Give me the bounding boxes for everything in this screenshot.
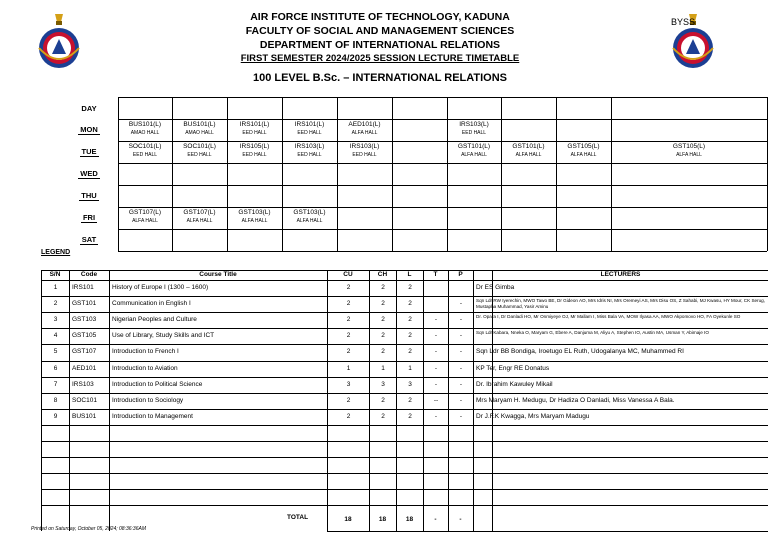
- course-table-column-line: [327, 270, 328, 531]
- day-name: SAT: [81, 235, 97, 244]
- course-cell-title: Introduction to French I: [112, 348, 179, 356]
- course-table-column-line: [109, 270, 110, 531]
- course-cell-cu: 3: [346, 380, 351, 388]
- course-cell-ch: 2: [381, 284, 385, 291]
- course-cell-lecturers: Sqn Ldr BB Bondiga, Iroetugo EL Ruth, Udogalanya MC, Muhammed RI: [476, 348, 684, 356]
- faculty-title: FACULTY OF SOCIAL AND MANAGEMENT SCIENCES: [245, 25, 515, 37]
- slot-hall: ALFA HALL: [241, 218, 268, 224]
- column-header-lecturers: LECTURERS: [600, 271, 641, 278]
- slot-course-code: GST105(L): [672, 143, 706, 150]
- course-cell-title: Nigerian Peoples and Culture: [112, 316, 197, 324]
- course-cell-ch: 1: [381, 364, 385, 372]
- course-table-row-line: [41, 489, 768, 490]
- course-cell-sn: 1: [53, 284, 58, 291]
- course-table-row-line: [41, 296, 768, 297]
- department-title: DEPARTMENT OF INTERNATIONAL RELATIONS: [259, 39, 501, 51]
- course-table-row-line: [327, 531, 768, 532]
- course-cell-ch: 2: [381, 396, 385, 404]
- slot-hall: EED HALL: [132, 152, 158, 158]
- slot-course-code: GST103(L): [293, 209, 326, 216]
- slot-course-code: BUS101(L): [128, 121, 162, 128]
- course-cell-p: -: [459, 332, 463, 340]
- course-cell-code: GST107: [72, 348, 97, 356]
- day-label-tue: [60, 141, 118, 163]
- course-cell-l: 2: [408, 300, 412, 308]
- course-cell-ch: 2: [381, 332, 385, 340]
- timetable-slot: [337, 141, 392, 163]
- slot-course-code: IRS101(L): [294, 121, 325, 128]
- course-cell-lecturers: Dr. Opara I, Dr Danladi HO, Mr Onmiyeye OJ, Mr Mallam I, Miss Bala VA, MOW Ilyasa AA, MWO Akpomovo HO, FA Oyekunle SO: [476, 314, 741, 320]
- course-cell-p: -: [459, 380, 463, 388]
- course-cell-l: 2: [408, 348, 412, 356]
- slot-course-code: GST103(L): [238, 209, 271, 216]
- afit-crest-left-logo: [33, 12, 85, 72]
- timetable-slot: [282, 207, 337, 229]
- course-table-column-line: [41, 270, 42, 531]
- timetable-slot: [227, 207, 282, 229]
- slot-hall: EED HALL: [461, 130, 487, 136]
- day-label-wed: [60, 163, 118, 185]
- course-cell-t: --: [433, 396, 439, 404]
- total-p: -: [459, 516, 462, 524]
- course-table-column-line: [69, 270, 70, 531]
- timetable-slot: [118, 119, 172, 141]
- course-table-row-line: [41, 361, 768, 362]
- course-cell-sn: 2: [53, 300, 58, 308]
- course-cell-code: SOC101: [72, 396, 97, 404]
- column-header-l: L: [407, 271, 412, 278]
- slot-course-code: GST107(L): [128, 209, 162, 216]
- timetable-slot: [337, 119, 392, 141]
- course-cell-cu: 2: [346, 316, 351, 324]
- slot-course-code: SOC101(L): [128, 143, 162, 150]
- course-cell-code: IRS101: [72, 284, 94, 291]
- course-table-row-line: [41, 457, 768, 458]
- course-table-column-line: [396, 270, 397, 531]
- course-cell-p: -: [459, 348, 463, 356]
- course-cell-code: BUS101: [72, 412, 97, 420]
- course-cell-lecturers: Dr ES Gimba: [476, 284, 515, 291]
- course-cell-lecturers: Mrs Maryam H. Medugu, Dr Hadiza O Danladi, Miss Vanessa A Bala.: [476, 396, 675, 404]
- slot-hall: ALFA HALL: [186, 218, 213, 224]
- slot-hall: ALFA HALL: [676, 152, 702, 158]
- course-cell-title: History of Europe I (1300 – 1600): [112, 284, 209, 291]
- printed-on-footer: Printed on Saturday, October 05, 2024; 08:36:36AM: [31, 526, 146, 532]
- course-table-row-line: [41, 505, 768, 506]
- course-cell-l: 2: [408, 396, 412, 404]
- slot-course-code: IRS103(L): [294, 143, 325, 150]
- timetable-slot: [227, 141, 282, 163]
- column-header-sn: S/N: [49, 271, 61, 278]
- timetable-slot: [172, 141, 227, 163]
- timetable-column-line: [501, 97, 502, 251]
- column-header-title: Course Title: [199, 271, 237, 278]
- course-cell-lecturers: Sqn Ldr Kabara, Nneka O, Maryam G, Ebere A, Danjuma M, Aliyu A, Stephen IO, Austin MA, Usman Y, Abimaje IO: [476, 330, 709, 336]
- course-table-row-line: [41, 312, 768, 313]
- course-cell-lecturers: Dr J.F.K Kwagga, Mrs Maryam Madugu: [476, 412, 590, 420]
- course-cell-p: -: [459, 396, 463, 404]
- course-cell-cu: 2: [346, 300, 351, 308]
- day-name: WED: [80, 169, 98, 178]
- legend-label: LEGEND: [41, 249, 71, 256]
- slot-course-code: AED101(L): [348, 121, 381, 128]
- course-cell-ch: 2: [381, 348, 385, 356]
- course-table-column-line: [423, 270, 424, 531]
- day-header-label: DAY: [81, 103, 97, 113]
- course-cell-p: -: [459, 316, 463, 324]
- course-cell-sn: 3: [53, 316, 58, 324]
- course-cell-title: Introduction to Political Science: [112, 380, 203, 388]
- total-t: -: [434, 516, 437, 524]
- slot-hall: AMAO HALL: [130, 130, 160, 136]
- programme-title: 100 LEVEL B.Sc. – INTERNATIONAL RELATIONS: [252, 72, 508, 84]
- total-cu: 18: [344, 516, 352, 524]
- course-cell-t: -: [434, 316, 438, 324]
- course-cell-lecturers: KP Ter, Engr RE Donatus: [476, 364, 550, 372]
- timetable-slot: [447, 119, 501, 141]
- slot-course-code: GST101(L): [457, 143, 491, 150]
- course-cell-l: 2: [408, 284, 412, 291]
- course-cell-lecturers: Dr. Ibrahim Kawuley Mikail: [476, 380, 553, 388]
- course-cell-l: 2: [408, 332, 412, 340]
- total-l: 18: [405, 516, 414, 524]
- timetable-slot: [118, 141, 172, 163]
- course-cell-t: -: [434, 348, 438, 356]
- timetable-slot: [556, 141, 611, 163]
- timetable-row-line: [118, 251, 767, 252]
- timetable-slot: [282, 119, 337, 141]
- course-table-row-line: [41, 328, 768, 329]
- day-name: THU: [81, 191, 97, 200]
- course-cell-p: -: [459, 412, 463, 420]
- course-table-row-line: [41, 344, 768, 345]
- course-cell-p: -: [459, 300, 463, 308]
- course-cell-title: Introduction to Sociology: [112, 396, 184, 404]
- slot-hall: EED HALL: [297, 130, 322, 136]
- course-cell-title: Introduction to Aviation: [112, 364, 178, 372]
- course-cell-code: AED101: [72, 364, 97, 372]
- timetable-slot: [227, 119, 282, 141]
- slot-course-code: BUS101(L): [183, 121, 216, 128]
- timetable-row-line: [118, 97, 767, 98]
- course-cell-code: GST101: [72, 300, 97, 308]
- institution-title: AIR FORCE INSTITUTE OF TECHNOLOGY, KADUNA: [250, 11, 510, 23]
- course-cell-p: -: [459, 364, 463, 372]
- slot-course-code: GST101(L): [512, 143, 545, 150]
- day-name: FRI: [82, 213, 96, 222]
- course-cell-cu: 2: [346, 396, 351, 404]
- timetable-row-line: [118, 163, 767, 164]
- timetable-row-line: [118, 229, 767, 230]
- slot-course-code: SOC101(L): [183, 143, 216, 150]
- course-cell-code: GST105: [72, 332, 97, 340]
- slot-hall: EED HALL: [242, 152, 267, 158]
- course-cell-l: 2: [408, 316, 412, 324]
- course-cell-cu: 2: [346, 332, 351, 340]
- slot-course-code: GST107(L): [183, 209, 216, 216]
- column-header-code: Code: [80, 271, 98, 278]
- course-table-row-line: [41, 280, 768, 281]
- course-cell-cu: 2: [346, 348, 351, 356]
- course-table-column-line: [473, 270, 474, 531]
- slot-course-code: GST105(L): [567, 143, 600, 150]
- timetable-slot: [501, 141, 556, 163]
- slot-hall: ALFA HALL: [461, 152, 487, 158]
- course-cell-ch: 2: [381, 412, 385, 420]
- slot-course-code: IRS105(L): [239, 143, 270, 150]
- timetable-slot: [172, 207, 227, 229]
- day-name: TUE: [81, 147, 97, 156]
- course-cell-title: Communication in English I: [112, 300, 191, 308]
- timetable-column-line: [392, 97, 393, 251]
- course-cell-sn: 9: [53, 412, 58, 420]
- timetable-row-line: [118, 185, 767, 186]
- slot-hall: EED HALL: [242, 130, 267, 136]
- timetable-slot: [172, 119, 227, 141]
- timetable-column-line: [556, 97, 557, 251]
- course-cell-ch: 2: [381, 300, 385, 308]
- day-label-mon: [60, 119, 118, 141]
- course-table-column-line: [448, 270, 449, 531]
- course-cell-title: Use of Library, Study Skills and ICT: [112, 332, 215, 340]
- course-table-row-line: [41, 393, 768, 394]
- day-label-fri: [60, 207, 118, 229]
- course-cell-ch: 2: [381, 316, 385, 324]
- timetable-slot: [282, 141, 337, 163]
- course-cell-cu: 1: [346, 364, 351, 372]
- column-header-ch: CH: [377, 271, 388, 278]
- column-header-p: P: [458, 271, 463, 278]
- course-table-row-line: [41, 473, 768, 474]
- course-cell-lecturers: Sqn Ldr RW Iyerechin, MWO Tawo BE, Dr Gideon AO, Mrs Idris NI, Mrs Oremeyi AS, Mrs Disu OS, Z Sahabi, MJ Kwasu, HY Mour, CK Serug, Mustapha Muhammad, Yasir Aminu: [476, 298, 765, 310]
- slot-hall: EED HALL: [187, 152, 212, 158]
- total-ch: 18: [378, 516, 387, 524]
- course-cell-l: 2: [408, 412, 412, 420]
- slot-course-code: IRS103(L): [459, 121, 489, 128]
- day-label-sat: [60, 229, 118, 251]
- slot-hall: AMAO HALL: [185, 130, 214, 136]
- course-cell-sn: 6: [53, 364, 58, 372]
- course-cell-sn: 5: [53, 348, 58, 356]
- timetable-column-line: [611, 97, 612, 251]
- column-header-t: T: [433, 271, 438, 278]
- slot-hall: ALFA HALL: [296, 218, 323, 224]
- course-cell-l: 1: [408, 364, 412, 372]
- column-header-cu: CU: [343, 271, 353, 278]
- day-name: MON: [80, 125, 98, 134]
- document-code-tag: BYSS: [671, 17, 696, 27]
- course-cell-code: GST103: [72, 316, 97, 324]
- course-cell-sn: 7: [53, 380, 58, 388]
- slot-hall: ALFA HALL: [351, 130, 378, 136]
- course-table-column-line: [369, 270, 370, 531]
- slot-hall: EED HALL: [297, 152, 322, 158]
- slot-course-code: IRS103(L): [349, 143, 380, 150]
- timetable-title: FIRST SEMESTER 2024/2025 SESSION LECTURE TIMETABLE: [240, 53, 520, 64]
- course-cell-sn: 8: [53, 396, 58, 404]
- course-table-row-line: [41, 441, 768, 442]
- slot-course-code: IRS101(L): [239, 121, 270, 128]
- course-table-row-line: [41, 409, 768, 410]
- timetable-slot: [447, 141, 501, 163]
- course-cell-cu: 2: [346, 412, 351, 420]
- slot-hall: ALFA HALL: [132, 218, 158, 224]
- course-cell-title: Introduction to Management: [112, 412, 193, 420]
- total-label: TOTAL: [287, 514, 309, 522]
- course-table-row-line: [41, 425, 768, 426]
- day-label-thu: [60, 185, 118, 207]
- course-cell-ch: 3: [381, 380, 385, 388]
- course-cell-cu: 2: [346, 284, 351, 291]
- timetable-slot: [118, 207, 172, 229]
- slot-hall: EED HALL: [352, 152, 377, 158]
- course-cell-t: -: [434, 380, 438, 388]
- course-cell-t: -: [434, 364, 438, 372]
- course-table-row-line: [41, 377, 768, 378]
- slot-hall: ALFA HALL: [515, 152, 542, 158]
- course-cell-t: -: [434, 412, 438, 420]
- course-cell-l: 3: [408, 380, 412, 388]
- course-cell-t: -: [434, 332, 438, 340]
- slot-hall: ALFA HALL: [570, 152, 597, 158]
- timetable-slot: [611, 141, 767, 163]
- day-header: [60, 97, 118, 119]
- course-cell-code: IRS103: [72, 380, 94, 388]
- course-cell-sn: 4: [53, 332, 58, 340]
